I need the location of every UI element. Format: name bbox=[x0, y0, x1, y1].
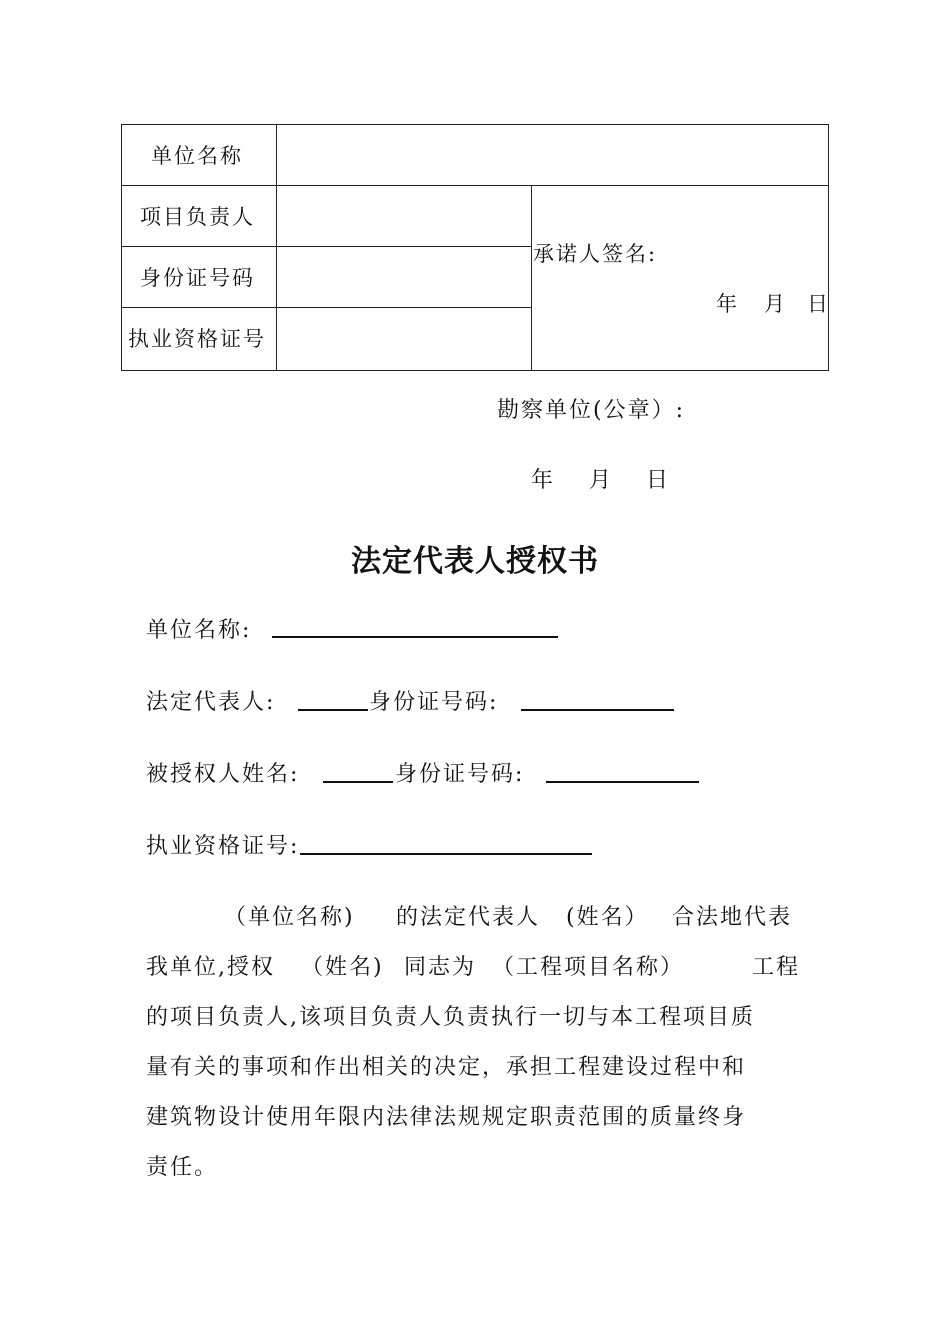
signature-date-day: 日 bbox=[807, 292, 830, 316]
seal-date-year: 年 bbox=[531, 468, 554, 493]
legal-rep-id-blank bbox=[521, 709, 674, 711]
project-leader-label: 项目负责人 bbox=[140, 205, 255, 229]
form-legal-rep-label: 法定代表人: bbox=[146, 690, 276, 715]
body-text: 同志为 bbox=[404, 955, 477, 980]
id-number-label: 身份证号码 bbox=[140, 266, 255, 290]
seal-date-month: 月 bbox=[589, 468, 612, 493]
table-border-top bbox=[121, 124, 829, 125]
document-title: 法定代表人授权书 bbox=[351, 544, 599, 579]
table-row-divider-3 bbox=[121, 307, 532, 308]
form-unit-name-label: 单位名称: bbox=[146, 618, 252, 643]
table-border-bottom bbox=[121, 370, 829, 371]
seal-date-day: 日 bbox=[646, 468, 669, 493]
body-name-placeholder: (姓名） bbox=[566, 905, 649, 930]
commitment-table bbox=[121, 124, 829, 371]
table-row-divider-1 bbox=[121, 185, 829, 186]
body-name-placeholder: （姓名) bbox=[301, 955, 384, 980]
body-text: 合法地代表 bbox=[672, 905, 793, 930]
table-divider-signature-column bbox=[531, 185, 532, 371]
unit-name-blank bbox=[272, 636, 558, 638]
company-seal-label: 勘察单位(公章）: bbox=[497, 398, 685, 423]
signature-date-month: 月 bbox=[764, 292, 787, 316]
license-blank bbox=[300, 853, 592, 855]
signature-date-year: 年 bbox=[716, 292, 739, 316]
authorized-id-blank bbox=[546, 781, 699, 783]
body-text: 的法定代表人 bbox=[396, 905, 541, 930]
table-border-left bbox=[121, 124, 122, 371]
signature-label: 承诺人签名: bbox=[533, 242, 658, 266]
form-id-number-label-2: 身份证号码: bbox=[395, 762, 525, 787]
form-authorized-name-label: 被授权人姓名: bbox=[146, 762, 300, 787]
license-number-label: 执业资格证号 bbox=[128, 327, 266, 351]
unit-name-label: 单位名称 bbox=[151, 144, 243, 168]
body-line-5: 建筑物设计使用年限内法律法规规定职责范围的质量终身 bbox=[146, 1105, 747, 1130]
table-row-divider-2 bbox=[121, 246, 532, 247]
table-border-right bbox=[828, 124, 829, 371]
body-line-6: 责任。 bbox=[146, 1155, 219, 1180]
body-line-4: 量有关的事项和作出相关的决定，承担工程建设过程中和 bbox=[146, 1055, 747, 1080]
form-license-label: 执业资格证号: bbox=[146, 834, 300, 859]
form-id-number-label-1: 身份证号码: bbox=[369, 690, 499, 715]
legal-rep-blank bbox=[298, 709, 368, 711]
body-text: 工程 bbox=[752, 955, 801, 980]
body-text: 我单位,授权 bbox=[146, 955, 275, 980]
body-unit-name-placeholder: （单位名称) bbox=[224, 905, 355, 930]
body-project-name-placeholder: （工程项目名称） bbox=[492, 955, 685, 980]
authorized-name-blank bbox=[323, 781, 393, 783]
body-line-3: 的项目负责人,该项目负责人负责执行一切与本工程项目质 bbox=[146, 1005, 755, 1030]
table-divider-label-column bbox=[276, 124, 277, 371]
